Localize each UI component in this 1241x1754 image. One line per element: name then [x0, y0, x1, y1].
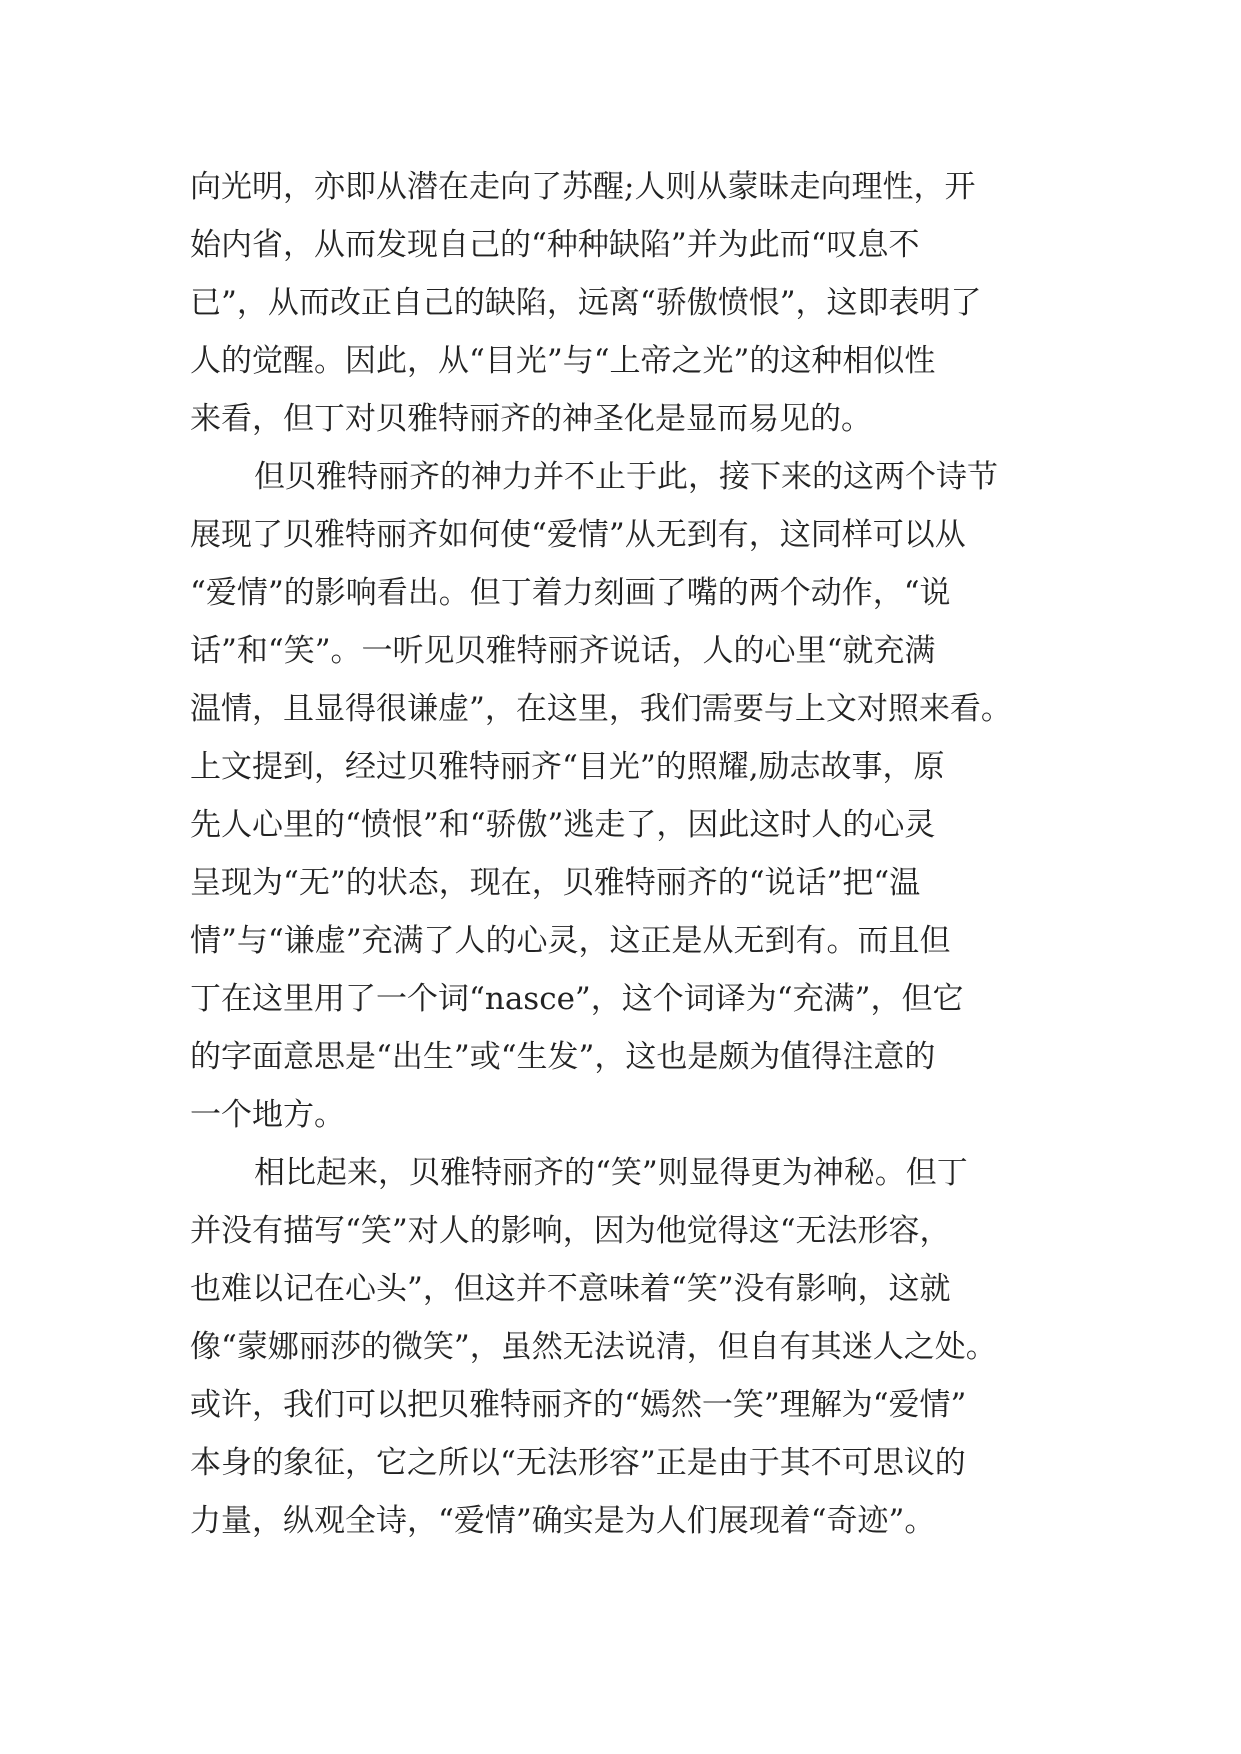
text-line: 始内省，从而发现自己的“种种缺陷”并为此而“叹息不	[190, 227, 920, 263]
text-line: 丁在这里用了一个词“nasce”，这个词译为“充满”，但它	[190, 981, 964, 1017]
text-line: 本身的象征，它之所以“无法形容”正是由于其不可思议的	[190, 1445, 966, 1481]
text-line: 温情，且显得很谦虚”，在这里，我们需要与上文对照来看。	[190, 691, 1012, 727]
text-line: 也难以记在心头”，但这并不意味着“笑”没有影响，这就	[190, 1271, 951, 1307]
text-line: 一个地方。	[190, 1097, 345, 1133]
text-line: 先人心里的“愤恨”和“骄傲”逃走了，因此这时人的心灵	[190, 807, 936, 843]
text-line: 力量，纵观全诗，“爱情”确实是为人们展现着“奇迹”。	[190, 1503, 936, 1539]
text-line: 并没有描写“笑”对人的影响，因为他觉得这“无法形容，	[190, 1213, 951, 1249]
text-line: 话”和“笑”。一听见贝雅特丽齐说话，人的心里“就充满	[190, 633, 936, 669]
text-line: 上文提到，经过贝雅特丽齐“目光”的照耀,励志故事，原	[190, 749, 945, 785]
paragraph-2	[190, 448, 1070, 1144]
text-line: 或许，我们可以把贝雅特丽齐的“嫣然一笑”理解为“爱情”	[190, 1387, 967, 1423]
paragraph-3	[190, 1144, 1070, 1550]
text-line: 但贝雅特丽齐的神力并不止于此，接下来的这两个诗节	[254, 459, 998, 495]
text-line: “爱情”的影响看出。但丁着力刻画了嘴的两个动作，“说	[190, 575, 951, 611]
text-line: 来看，但丁对贝雅特丽齐的神圣化是显而易见的。	[190, 401, 872, 437]
text-line: 相比起来，贝雅特丽齐的“笑”则显得更为神秘。但丁	[254, 1155, 968, 1191]
text-line: 的字面意思是“出生”或“生发”，这也是颇为值得注意的	[190, 1039, 936, 1075]
body-text	[190, 158, 1070, 1550]
text-line: 呈现为“无”的状态，现在，贝雅特丽齐的“说话”把“温	[190, 865, 921, 901]
text-line: 展现了贝雅特丽齐如何使“爱情”从无到有，这同样可以从	[190, 517, 966, 553]
text-line: 人的觉醒。因此，从“目光”与“上帝之光”的这种相似性	[190, 343, 936, 379]
text-line: 已”，从而改正自己的缺陷，远离“骄傲愤恨”，这即表明了	[190, 285, 982, 321]
text-line: 向光明，亦即从潜在走向了苏醒;人则从蒙昧走向理性，开	[190, 169, 976, 205]
text-line: 像“蒙娜丽莎的微笑”，虽然无法说清，但自有其迷人之处。	[190, 1329, 997, 1365]
text-line: 情”与“谦虚”充满了人的心灵，这正是从无到有。而且但	[190, 923, 951, 959]
paragraph-1	[190, 158, 1070, 448]
